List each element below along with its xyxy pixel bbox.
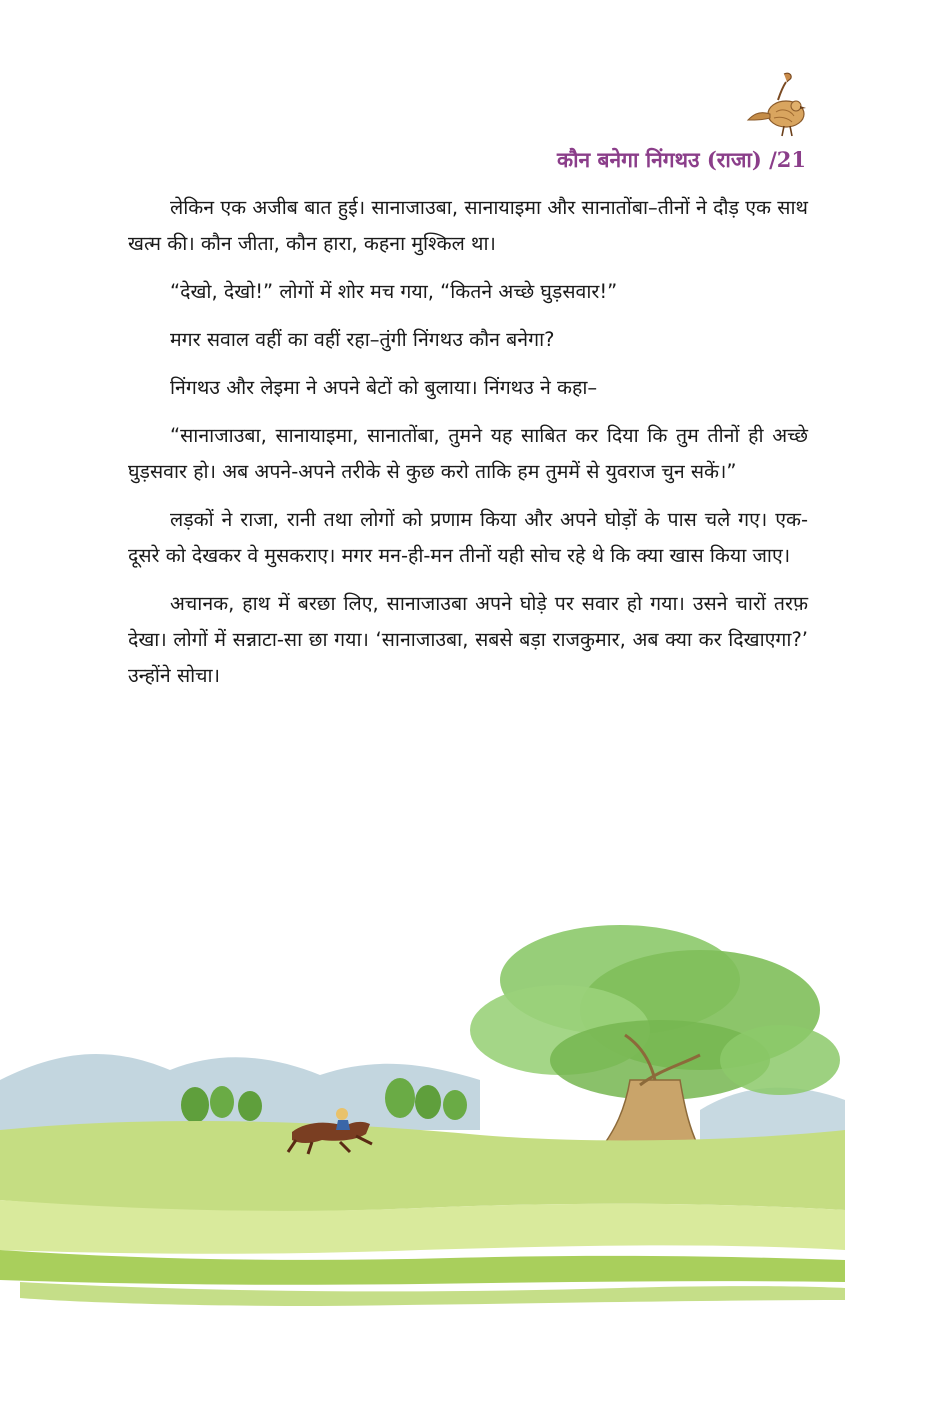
bird-illustration: [744, 70, 814, 142]
paragraph: लेकिन एक अजीब बात हुई। सानाजाउबा, सानायाइमा और सानातोंबा–तीनों ने दौड़ एक साथ खत्म की। कौन जीता, कौन हारा, कहना मुश्किल था।: [128, 196, 808, 255]
paragraph: अचानक, हाथ में बरछा लिए, सानाजाउबा अपने घोड़े पर सवार हो गया। उसने चारों तरफ़ देखा। लोगों में सन्नाटा-सा छा गया। ‘सानाजाउबा, सबसे बड़ा राजकुमार, अब क्या कर दिखाएगा?’ उन्होंने सोचा।: [128, 592, 808, 687]
chapter-title: कौन बनेगा निंगथउ (राजा): [556, 147, 762, 172]
paragraph: “देखो, देखो!” लोगों में शोर मच गया, “कितने अच्छे घुड़सवार!”: [170, 280, 618, 303]
paragraph: मगर सवाल वहीं का वहीं रहा–तुंगी निंगथउ कौन बनेगा?: [170, 328, 555, 351]
paragraph: “सानाजाउबा, सानायाइमा, सानातोंबा, तुमने यह साबित कर दिया कि तुम तीनों ही अच्छे घुड़सवार हो। अब अपने-अपने तरीके से कुछ करो ताकि हम तुममें से युवराज चुन सकें।”: [128, 424, 808, 483]
page-number: /21: [769, 147, 806, 172]
running-header: [557, 146, 806, 174]
paragraph: लड़कों ने राजा, रानी तथा लोगों को प्रणाम किया और अपने घोड़ों के पास चले गए। एक-दूसरे को देखकर वे मुसकराए। मगर मन-ही-मन तीनों यही सोच रहे थे कि क्या खास किया जाए।: [128, 508, 808, 567]
landscape-illustration: [0, 830, 938, 1350]
story-text: [128, 190, 808, 706]
paragraph: निंगथउ और लेइमा ने अपने बेटों को बुलाया। निंगथउ ने कहा–: [170, 376, 598, 399]
